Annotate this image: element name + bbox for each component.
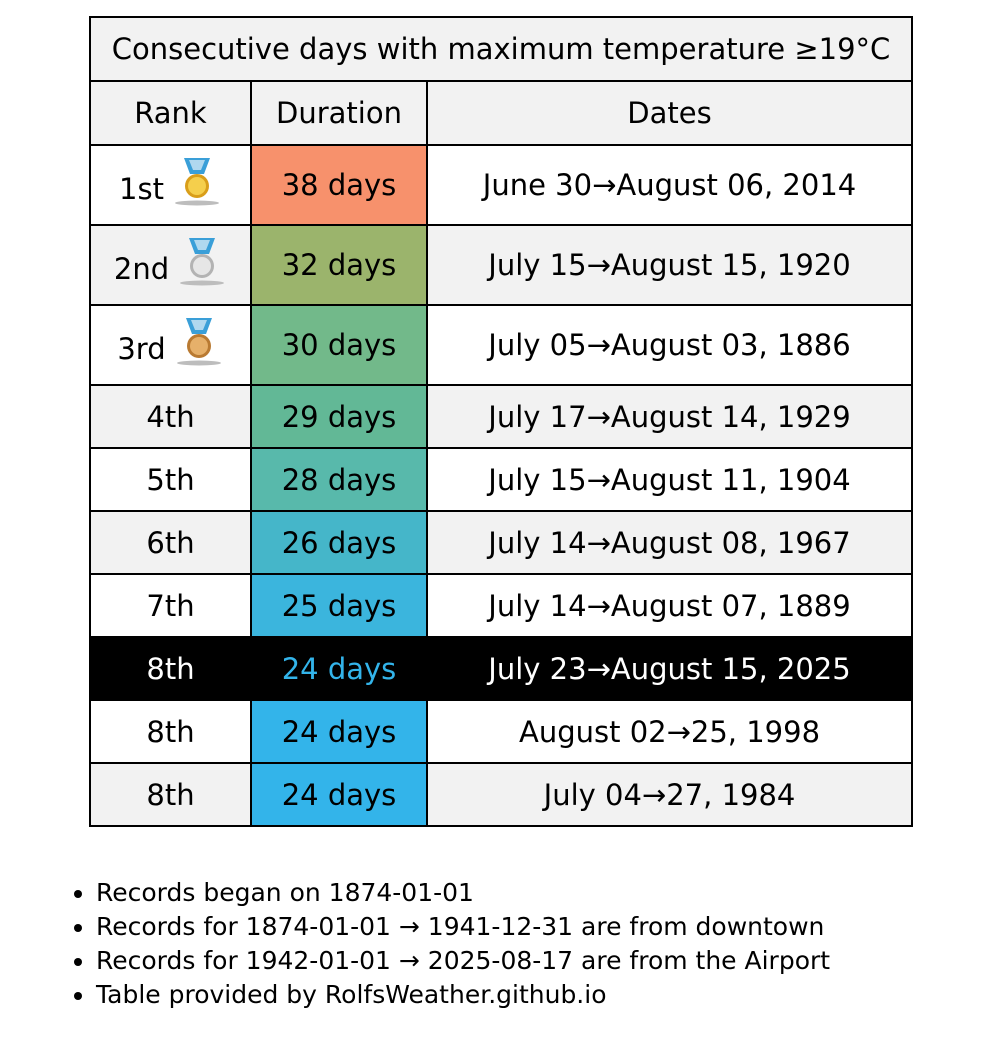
dates-cell: July 04→27, 1984	[427, 763, 912, 826]
rank-cell	[90, 305, 251, 385]
rank-label: 7th	[146, 588, 195, 623]
table-row	[90, 700, 912, 763]
dates-cell: July 05→August 03, 1886	[427, 305, 912, 385]
rank-label: 6th	[146, 525, 195, 560]
duration-header: Duration	[251, 81, 427, 145]
dates-cell: June 30→August 06, 2014	[427, 145, 912, 225]
rank-cell	[90, 574, 251, 637]
table-row	[90, 385, 912, 448]
note-item: • Records began on 1874-01-01	[96, 876, 830, 910]
rank-label: 8th	[146, 651, 195, 686]
duration-cell: 24 days	[251, 700, 427, 763]
rank-with-medal	[119, 156, 222, 214]
rank-label: 1st	[119, 172, 164, 206]
table-row	[90, 305, 912, 385]
rank-cell	[90, 700, 251, 763]
duration-cell: 25 days	[251, 574, 427, 637]
rank-label: 8th	[146, 777, 195, 812]
table-row	[90, 763, 912, 826]
dates-cell: July 17→August 14, 1929	[427, 385, 912, 448]
duration-cell: 24 days	[251, 637, 427, 700]
dates-cell: July 14→August 07, 1889	[427, 574, 912, 637]
note-item: • Table provided by RolfsWeather.github.io	[96, 978, 830, 1012]
rank-label: 2nd	[113, 252, 170, 286]
table-body	[90, 145, 912, 826]
rank-cell	[90, 637, 251, 700]
duration-cell: 30 days	[251, 305, 427, 385]
table-title: Consecutive days with maximum temperature ≥19°C	[90, 17, 912, 81]
table-row	[90, 448, 912, 511]
duration-cell: 38 days	[251, 145, 427, 225]
bronze-medal-icon	[174, 316, 224, 368]
gold-medal-icon	[172, 156, 222, 208]
silver-medal-icon	[177, 236, 227, 288]
notes-list	[58, 876, 830, 1012]
rank-cell	[90, 385, 251, 448]
rank-header: Rank	[90, 81, 251, 145]
rank-label: 3rd	[117, 332, 166, 366]
rank-with-medal	[114, 236, 227, 294]
dates-cell: July 15→August 15, 1920	[427, 225, 912, 305]
note-item: • Records for 1874-01-01 → 1941-12-31 are from downtown	[96, 910, 830, 944]
dates-cell: July 14→August 08, 1967	[427, 511, 912, 574]
rank-cell	[90, 511, 251, 574]
dates-cell: July 15→August 11, 1904	[427, 448, 912, 511]
table-row	[90, 511, 912, 574]
duration-cell: 32 days	[251, 225, 427, 305]
table-row	[90, 637, 912, 700]
dates-header: Dates	[427, 81, 912, 145]
rank-label: 5th	[146, 462, 195, 497]
rank-cell	[90, 225, 251, 305]
dates-cell: July 23→August 15, 2025	[427, 637, 912, 700]
table-row	[90, 145, 912, 225]
rank-cell	[90, 763, 251, 826]
rank-cell	[90, 145, 251, 225]
rank-cell	[90, 448, 251, 511]
duration-cell: 24 days	[251, 763, 427, 826]
rank-with-medal	[117, 316, 223, 374]
table-row	[90, 225, 912, 305]
note-item: • Records for 1942-01-01 → 2025-08-17 are from the Airport	[96, 944, 830, 978]
dates-cell: August 02→25, 1998	[427, 700, 912, 763]
rank-label: 4th	[146, 399, 195, 434]
duration-cell: 28 days	[251, 448, 427, 511]
duration-cell: 26 days	[251, 511, 427, 574]
records-table	[89, 16, 913, 827]
table-row	[90, 574, 912, 637]
duration-cell: 29 days	[251, 385, 427, 448]
rank-label: 8th	[146, 714, 195, 749]
